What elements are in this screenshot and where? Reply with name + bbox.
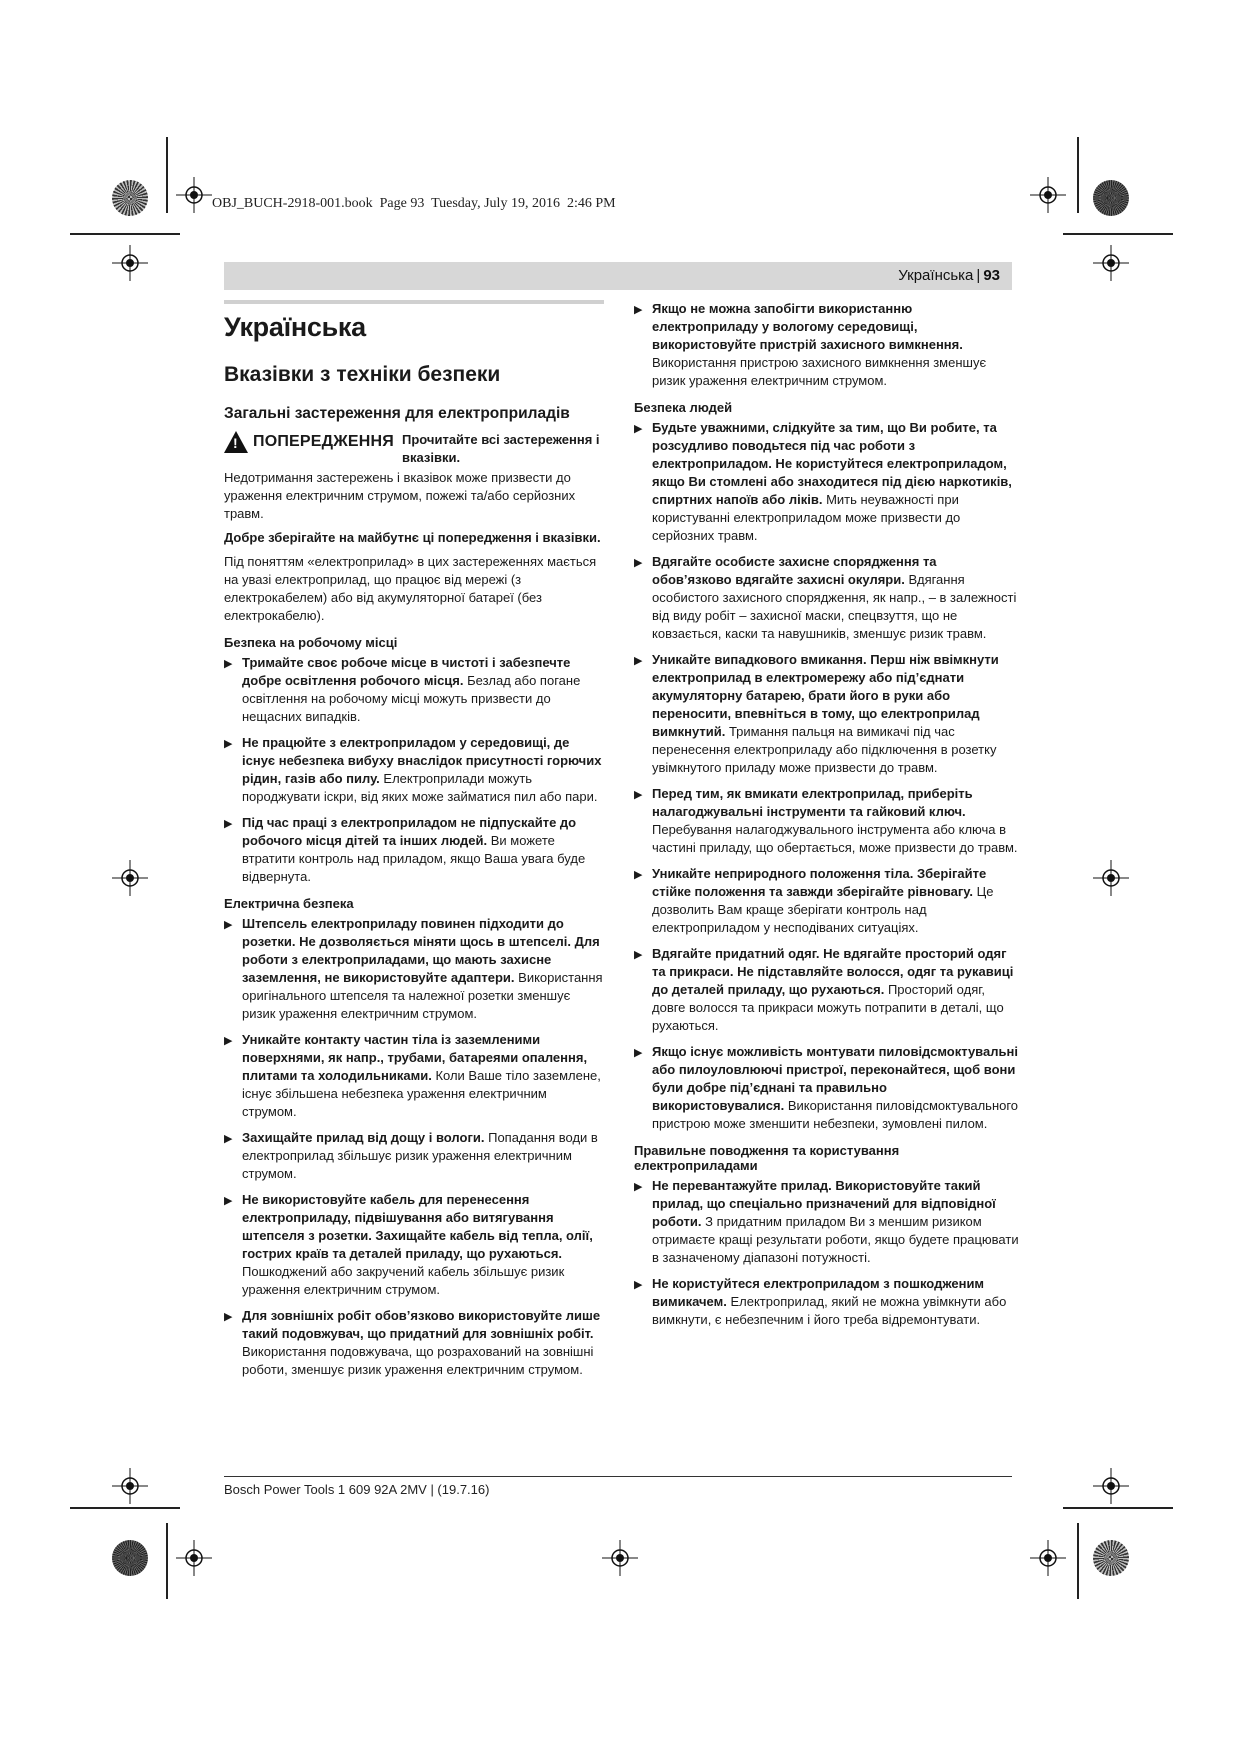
list-item-text: Електроприлади можуть породжувати іскри, від яких може займатися пил або пари. xyxy=(242,771,598,804)
bullet-arrow-icon: ▶ xyxy=(634,949,643,961)
list-item-bold: Уникайте неприродного положення тіла. Зберігайте стійке положення та завжди зберігайте рівновагу. xyxy=(652,866,987,899)
bullet-arrow-icon: ▶ xyxy=(224,1311,233,1323)
bullet-arrow-icon: ▶ xyxy=(634,869,643,881)
list-item xyxy=(224,1307,604,1379)
registration-mark xyxy=(112,860,148,896)
bullet-arrow-icon: ▶ xyxy=(224,1035,233,1047)
electrical-safety-heading: Електрична безпека xyxy=(224,896,354,911)
registration-mark xyxy=(112,1468,148,1504)
crop-mark xyxy=(166,1523,168,1599)
crop-mark xyxy=(1063,233,1173,235)
list-item-bold: Під час праці з електроприладом не підпускайте до робочого місця дітей та інших людей. xyxy=(242,815,577,848)
list-item-text: Коли Ваше тіло заземлене, існує збільшена небезпека ураження електричним струмом. xyxy=(242,1068,601,1119)
list-item xyxy=(634,300,1019,390)
crop-mark xyxy=(1077,137,1079,213)
list-item-text: Мить неуважності при користуванні електроприладом може призвести до серйозних травм. xyxy=(652,492,961,543)
registration-mark xyxy=(1030,177,1066,213)
list-item-bold: Будьте уважними, слідкуйте за тим, що Ви робите, та розсудливо поводьтеся під час роботи з електроприладом. Не користуйтеся електроприладом, якщо Ви стомлені або знаходитеся під дією наркотиків, спиртних напоїв або ліків. xyxy=(652,420,1012,507)
list-item-bold: Вдягайте особисте захисне спорядження та обов’язково вдягайте захисні окуляри. xyxy=(652,554,937,587)
list-item-text: Використання пиловідсмоктувального пристрою може зменшити небезпеки, зумовлені пилом. xyxy=(652,1098,1019,1131)
crop-mark xyxy=(70,233,180,235)
list-item-bold: Не користуйтеся електроприладом з пошкодженим вимикачем. xyxy=(652,1276,985,1309)
warning-text: Недотримання застережень і вказівок може призвести до ураження електричним струмом, пожежі та/або серйозних травм. xyxy=(224,470,576,521)
list-item xyxy=(224,1191,604,1299)
warning-block xyxy=(224,431,604,467)
divider xyxy=(224,300,604,304)
list-item-text: Попадання води в електроприлад збільшує ризик ураження електричним струмом. xyxy=(242,1130,598,1181)
warning-bold-text: Прочитайте всі застереження і вказівки. xyxy=(402,432,600,465)
list-item-text: Просторий одяг, довге волосся та прикраси можуть потрапити в деталі, що рухаються. xyxy=(652,982,1004,1033)
color-rose-mark xyxy=(1093,180,1129,216)
keep-instructions-text: Добре зберігайте на майбутнє ці попередження і вказівки. xyxy=(224,530,601,545)
list-item-bold: Штепсель електроприладу повинен підходити до розетки. Не дозволяється міняти щось в штепселі. Для роботи з електроприладами, що мають захисне заземлення, не використовуйте адаптери. xyxy=(242,916,600,985)
list-item-bold: Перед тим, як вмикати електроприлад, приберіть налагоджувальні інструменти та гайковий ключ. xyxy=(652,786,973,819)
list-item-text: Вдягання особистого захисного спорядження, як напр., – в залежності від виду робіт – захисної маски, спецвзуття, що не ковзається, каски та навушників, зменшує ризик травм. xyxy=(652,572,1017,641)
list-item xyxy=(634,1043,1019,1133)
bullet-arrow-icon: ▶ xyxy=(224,1133,233,1145)
registration-mark xyxy=(1030,1540,1066,1576)
list-item-text: Безлад або погане освітлення на робочому місці можуть призвести до нещасних випадків. xyxy=(242,673,581,724)
list-item-text: З придатним приладом Ви з меншим ризиком отримаєте кращі результати роботи, якщо будете працювати в зазначеному діапазоні потужності. xyxy=(652,1214,1019,1265)
bullet-arrow-icon: ▶ xyxy=(634,1047,643,1059)
page-title: Українська xyxy=(224,312,366,342)
bullet-arrow-icon: ▶ xyxy=(224,919,233,931)
list-item-text: Тримання пальця на вимикачі під час перенесення електроприладу або підключення в розетку увімкнутого приладу може призвести до травм. xyxy=(652,724,997,775)
bullet-arrow-icon: ▶ xyxy=(634,655,643,667)
list-item-bold: Для зовнішніх робіт обов’язково використовуйте лише такий подовжувач, що придатний для зовнішніх робіт. xyxy=(242,1308,601,1341)
list-item-text: Пошкоджений або закручений кабель збільшує ризик ураження електричним струмом. xyxy=(242,1264,565,1297)
bullet-arrow-icon: ▶ xyxy=(224,1195,233,1207)
bullet-arrow-icon: ▶ xyxy=(224,818,233,830)
bullet-arrow-icon: ▶ xyxy=(634,789,643,801)
color-rose-mark xyxy=(112,180,148,216)
workplace-safety-heading: Безпека на робочому місці xyxy=(224,635,398,650)
right-column xyxy=(634,300,1019,1337)
running-header xyxy=(224,262,1012,290)
list-item-text: Це дозволить Вам краще зберігати контроль над електроприладом у несподіваних ситуаціях. xyxy=(652,884,994,935)
list-item-bold: Вдягайте придатний одяг. Не вдягайте просторий одяг та прикраси. Не підставляйте волосся, одяг та рукавиці до деталей приладу, що рухаються. xyxy=(652,946,1014,997)
general-warnings-heading: Загальні застереження для електроприладів xyxy=(224,405,570,422)
bullet-arrow-icon: ▶ xyxy=(634,1279,643,1291)
page-number: 93 xyxy=(983,267,1000,284)
left-column xyxy=(224,300,604,1387)
list-item xyxy=(224,814,604,886)
list-item-text: Ви можете втратити контроль над приладом, якщо Ваша увага буде відвернута. xyxy=(242,833,586,884)
registration-mark xyxy=(1093,1468,1129,1504)
list-item-bold: Якщо існує можливість монтувати пиловідсмоктувальні або пилоуловлюючі пристрої, переконайтеся, щоб вони були добре під’єднані та правильно використовувалися. xyxy=(652,1044,1018,1113)
list-item xyxy=(634,419,1019,545)
list-item xyxy=(224,654,604,726)
list-item-text: Використання оригінального штепселя та належної розетки зменшує ризик ураження електричним струмом. xyxy=(242,970,603,1021)
header-section: Українська xyxy=(898,267,974,284)
list-item-text: Електроприлад, який не можна увімкнути або вимкнути, є небезпечним і його треба відремонтувати. xyxy=(652,1294,1007,1327)
warning-triangle-icon xyxy=(224,431,248,453)
list-item-bold: Уникайте випадкового вмикання. Перш ніж ввімкнути електроприлад в електромережу або під’єднати акумуляторну батарею, брати його в руки або переносити, впевніться в тому, що електроприлад вимкнутий. xyxy=(652,652,999,739)
section-title: Вказівки з техніки безпеки xyxy=(224,363,501,386)
list-item-bold: Захищайте прилад від дощу і вологи. xyxy=(242,1130,485,1145)
footer-divider xyxy=(224,1476,1012,1477)
bullet-arrow-icon: ▶ xyxy=(634,423,643,435)
list-item-bold: Не перевантажуйте прилад. Використовуйте такий прилад, що спеціально призначений для відповідної роботи. xyxy=(652,1178,996,1229)
list-item xyxy=(634,1177,1019,1267)
crop-mark xyxy=(166,137,168,213)
list-item xyxy=(634,785,1019,857)
registration-mark xyxy=(1093,245,1129,281)
color-rose-mark xyxy=(1093,1540,1129,1576)
list-item-text: Перебування налагоджувального інструмента або ключа в частині приладу, що обертається, може призвести до травм. xyxy=(652,822,1018,855)
list-item xyxy=(634,651,1019,777)
list-item-bold: Не працюйте з електроприладом у середовищі, де існує небезпека вибуху внаслідок присутності горючих рідин, газів або пилу. xyxy=(242,735,602,786)
list-item-bold: Тримайте своє робоче місце в чистоті і забезпечте добре освітлення робочого місця. xyxy=(242,655,571,688)
warning-label: ПОПЕРЕДЖЕННЯ xyxy=(253,433,395,450)
crop-mark xyxy=(1063,1507,1173,1509)
list-item-bold: Не використовуйте кабель для перенесення електроприладу, підвішування або витягування штепселя з розетки. Захищайте кабель від тепла, олії, гострих країв та деталей приладу, що рухаються. xyxy=(242,1192,593,1261)
registration-mark xyxy=(1093,860,1129,896)
registration-mark xyxy=(176,177,212,213)
list-item xyxy=(634,945,1019,1035)
list-item-text: Використання подовжувача, що розрахований на зовнішні роботи, зменшує ризик ураження електричним струмом. xyxy=(242,1344,594,1377)
color-rose-mark xyxy=(112,1540,148,1576)
registration-mark xyxy=(112,245,148,281)
list-item-bold: Уникайте контакту частин тіла із заземленими поверхнями, як напр., трубами, батареями опалення, плитами та холодильниками. xyxy=(242,1032,588,1083)
list-item-text: Використання пристрою захисного вимкнення зменшує ризик ураження електричним струмом. xyxy=(652,355,987,388)
warning-badge xyxy=(224,431,394,453)
crop-mark xyxy=(70,1507,180,1509)
term-definition-text: Під поняттям «електроприлад» в цих застереженнях мається на увазі електроприлад, що працює від мережі (з електрокабелем) або від акумуляторної батареї (без електрокабелю). xyxy=(224,554,597,623)
header-text: Українська | 93 xyxy=(898,267,1000,284)
bullet-arrow-icon: ▶ xyxy=(224,738,233,750)
footer-text: Bosch Power Tools 1 609 92A 2MV | (19.7.16) xyxy=(224,1482,490,1497)
bullet-arrow-icon: ▶ xyxy=(634,557,643,569)
list-item xyxy=(224,734,604,806)
list-item xyxy=(634,865,1019,937)
list-item xyxy=(224,1031,604,1121)
tool-use-heading: Правильне поводження та користування електроприладами xyxy=(634,1143,900,1173)
bullet-arrow-icon: ▶ xyxy=(224,658,233,670)
list-item xyxy=(224,915,604,1023)
list-item xyxy=(634,1275,1019,1329)
registration-mark xyxy=(602,1540,638,1576)
print-info-line: OBJ_BUCH-2918-001.book Page 93 Tuesday, July 19, 2016 2:46 PM xyxy=(212,196,616,211)
list-item-bold: Якщо не можна запобігти використанню електроприладу у вологому середовищі, використовуйте пристрій захисного вимкнення. xyxy=(652,301,963,352)
registration-mark xyxy=(176,1540,212,1576)
list-item xyxy=(224,1129,604,1183)
bullet-arrow-icon: ▶ xyxy=(634,304,643,316)
crop-mark xyxy=(1077,1523,1079,1599)
bullet-arrow-icon: ▶ xyxy=(634,1181,643,1193)
list-item xyxy=(634,553,1019,643)
personal-safety-heading: Безпека людей xyxy=(634,400,733,415)
